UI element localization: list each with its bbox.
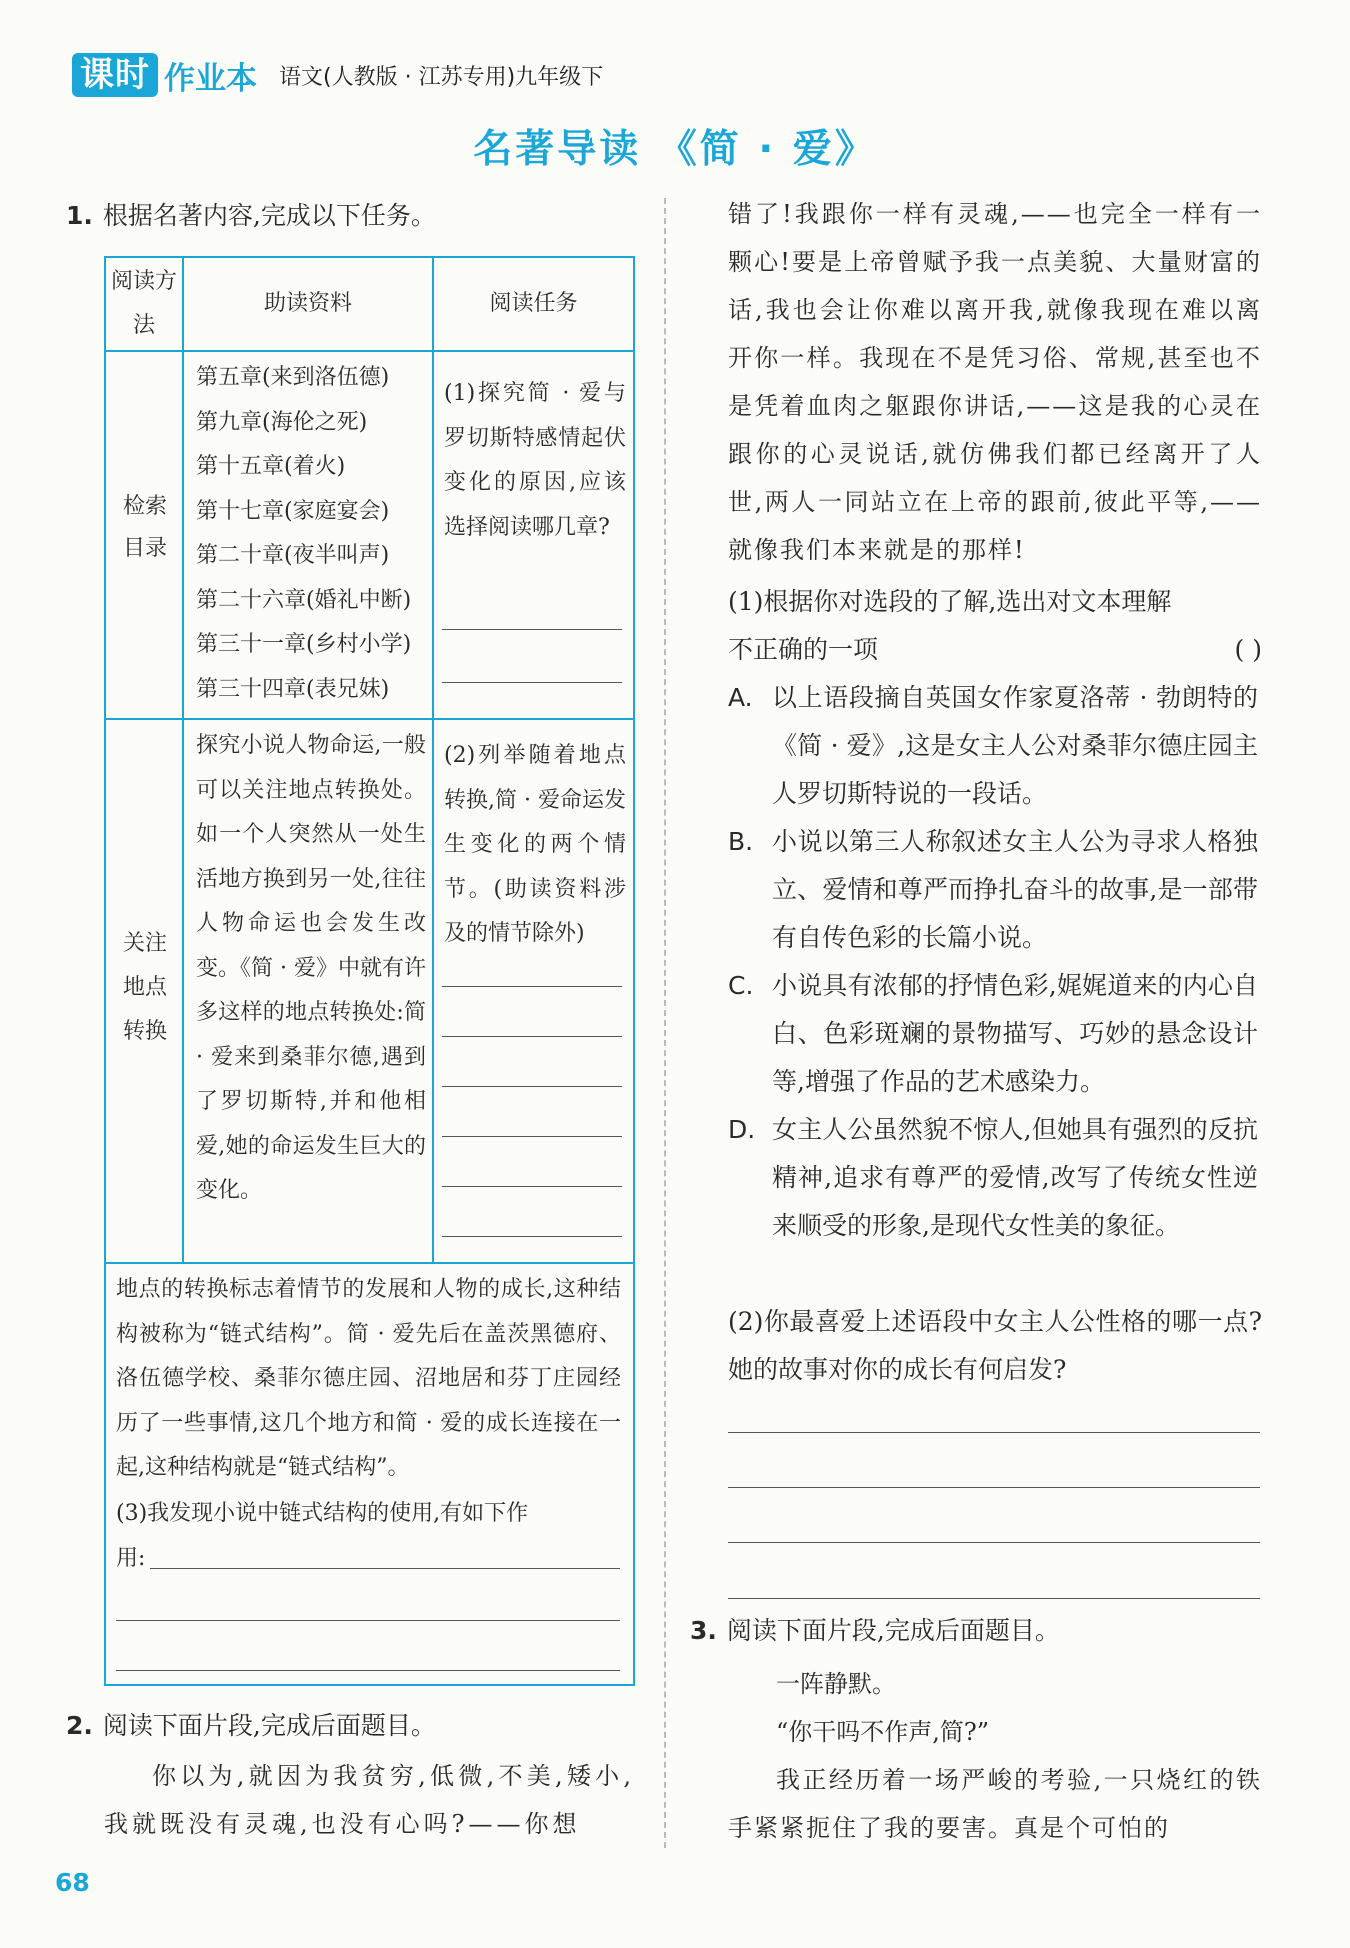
answer-line[interactable] <box>442 1236 622 1237</box>
answer-line[interactable] <box>442 986 622 987</box>
question-1-number: 1. <box>66 201 93 230</box>
sub-question-1 <box>728 578 1262 674</box>
answer-line[interactable] <box>116 1670 620 1671</box>
answer-line[interactable] <box>442 1036 622 1037</box>
answer-line[interactable] <box>442 1086 622 1087</box>
answer-line[interactable] <box>442 629 622 630</box>
row2-material: 探究小说人物命运,一般可以关注地点转换处。如一个人突然从一处生活地方换到另一处,往往人物命运也会发生改变。《简 · 爱》中就有许多这样的地点转换处:简 · 爱来到桑菲尔德,遇到了罗切斯特,并和他相爱,她的命运发生巨大的变化。 <box>196 733 426 1203</box>
sub-question-2: (2)你最喜爱上述语段中女主人公性格的哪一点?她的故事对你的成长有何启发? <box>728 1307 1262 1384</box>
chapter-item: 第二十章(夜半叫声) <box>196 543 390 568</box>
chapter-item: 第三十一章(乡村小学) <box>196 632 412 657</box>
answer-line[interactable] <box>728 1542 1260 1543</box>
question-3 <box>690 1612 1060 1650</box>
logo-word: 作业本 <box>164 60 257 97</box>
row1-task: (1)探究简 · 爱与罗切斯特感情起伏变化的原因,应该选择阅读哪几章? <box>444 381 626 540</box>
option-b[interactable] <box>728 818 1258 962</box>
answer-line[interactable] <box>442 1136 622 1137</box>
chapter-item: 第十七章(家庭宴会) <box>196 498 390 524</box>
head-task: 阅读任务 <box>489 291 578 316</box>
row3-task-line2: 用: <box>116 1545 146 1571</box>
question-1 <box>66 197 436 235</box>
row3-text: 地点的转换标志着情节的发展和人物的成长,这种结构被称为“链式结构”。简 · 爱先后在盖茨黑德府、洛伍德学校、桑菲尔德庄园、沼地居和芬丁庄园经历了一些事情,这几个地方和简 · 爱的成长连接在一起,这种结构就是“链式结构”。 <box>116 1277 621 1480</box>
head-method: 阅读方法 <box>110 269 177 338</box>
logo-box: 课时 <box>72 53 158 97</box>
option-c[interactable] <box>728 962 1258 1106</box>
question-2-text: 阅读下面片段,完成后面题目。 <box>102 1711 436 1740</box>
chapter-item: 第五章(来到洛伍德) <box>196 365 390 390</box>
question-1-text: 根据名著内容,完成以下任务。 <box>102 201 436 230</box>
answer-line[interactable] <box>728 1487 1260 1488</box>
passage-2-start: 你以为,就因为我贫穷,低微,不美,矮小,我就既没有灵魂,也没有心吗?——你想 <box>104 1762 635 1838</box>
answer-line[interactable] <box>442 682 622 683</box>
answer-line[interactable] <box>728 1598 1260 1599</box>
option-label: A. <box>728 683 753 712</box>
chapter-list <box>196 356 430 712</box>
option-label: C. <box>728 971 754 1000</box>
column-divider <box>664 198 666 1848</box>
page-number: 68 <box>55 1868 90 1897</box>
option-d[interactable] <box>728 1106 1258 1250</box>
option-a[interactable] <box>728 674 1258 818</box>
page-title: 名著导读 《简 · 爱》 <box>473 127 877 172</box>
question-2-number: 2. <box>66 1711 93 1740</box>
answer-line[interactable] <box>442 1186 622 1187</box>
option-text: 以上语段摘自英国女作家夏洛蒂 · 勃朗特的《简 · 爱》,这是女主人公对桑菲尔德庄园主人罗切斯特说的一段话。 <box>772 683 1258 808</box>
chapter-item: 第十五章(着火) <box>196 454 346 479</box>
passage-2-continued: 错了!我跟你一样有灵魂,——也完全一样有一颗心!要是上帝曾赋予我一点美貌、大量财富的话,我也会让你难以离开我,就像我现在难以离开你一样。我现在不是凭习俗、常规,甚至也不是凭着血肉之躯跟你讲话,——这是我的心灵在跟你的心灵说话,就仿佛我们都已经离开了人世,两人一同站立在上帝的跟前,彼此平等,——就像我们本来就是的那样! <box>728 200 1262 564</box>
option-label: B. <box>728 827 754 856</box>
option-label: D. <box>728 1115 756 1144</box>
option-text: 女主人公虽然貌不惊人,但她具有强烈的反抗精神,追求有尊严的爱情,改写了传统女性逆来顺受的形象,是现代女性美的象征。 <box>772 1115 1258 1240</box>
book-logo <box>72 53 257 98</box>
head-material: 助读资料 <box>263 291 352 316</box>
row2-task: (2)列举随着地点转换,简 · 爱命运发生变化的两个情节。(助读资料涉及的情节除外) <box>444 743 626 946</box>
sub-question-1-line1: (1)根据你对选段的了解,选出对文本理解 <box>728 587 1172 616</box>
answer-line[interactable] <box>150 1568 620 1569</box>
question-2 <box>66 1707 436 1745</box>
question-3-text: 阅读下面片段,完成后面题目。 <box>726 1616 1060 1645</box>
option-text: 小说具有浓郁的抒情色彩,娓娓道来的内心自白、色彩斑斓的景物描写、巧妙的悬念设计等,增强了作品的艺术感染力。 <box>772 971 1258 1096</box>
passage-3-p2: “你干吗不作声,简?” <box>776 1718 990 1746</box>
book-header <box>72 50 603 100</box>
row2-method: 关注地点转换 <box>122 931 167 1044</box>
row3-task-line1: (3)我发现小说中链式结构的使用,有如下作 <box>116 1501 529 1526</box>
passage-3-p1: 一阵静默。 <box>776 1670 896 1698</box>
chapter-item: 第三十四章(表兄妹) <box>196 676 390 702</box>
answer-bracket[interactable]: ( ) <box>1234 635 1262 664</box>
row1-method: 检索目录 <box>122 494 167 561</box>
chapter-item: 第二十六章(婚礼中断) <box>196 587 412 613</box>
question-3-number: 3. <box>690 1616 717 1645</box>
sub-question-1-line2: 不正确的一项 <box>728 635 879 664</box>
passage-3-p3: 我正经历着一场严峻的考验,一只烧红的铁手紧紧扼住了我的要害。真是个可怕的 <box>728 1766 1262 1842</box>
subject-label: 语文(人教版 · 江苏专用)九年级下 <box>279 64 604 90</box>
option-text: 小说以第三人称叙述女主人公为寻求人格独立、爱情和尊严而挣扎奋斗的故事,是一部带有自传色彩的长篇小说。 <box>772 827 1258 952</box>
answer-line[interactable] <box>728 1432 1260 1433</box>
chapter-item: 第九章(海伦之死) <box>196 409 368 435</box>
answer-line[interactable] <box>116 1620 620 1621</box>
reading-table <box>104 256 635 1686</box>
